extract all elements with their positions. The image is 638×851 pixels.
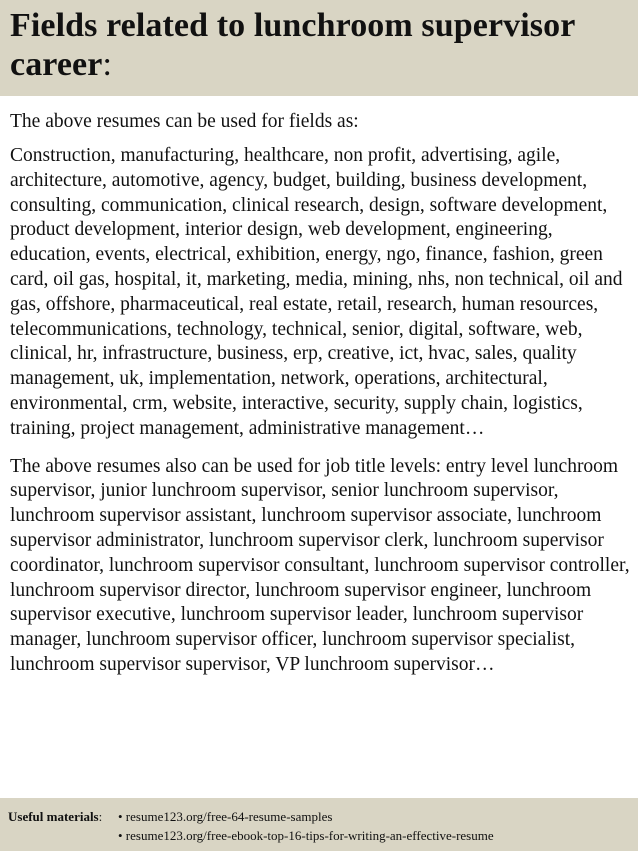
- job-titles-paragraph: The above resumes also can be used for job title levels: entry level lunchroom supervisor, junior lunchroom supervisor, senior lunchroom supervisor, lunchroom supervisor assistant, lunchroom supervisor associate, lunchroom supervisor administrator, lunchroom supervisor clerk, lunchroom supervisor coordinator, lunchroom supervisor consultant, lunchroom supervisor controller, lunchroom supervisor director, lunchroom supervisor engineer, lunchroom supervisor executive, lunchroom supervisor leader, lunchroom supervisor manager, lunchroom supervisor officer, lunchroom supervisor specialist, lunchroom supervisor supervisor, VP lunchroom supervisor…: [10, 455, 630, 675]
- intro-text: The above resumes can be used for fields as:: [10, 111, 359, 132]
- useful-materials-label-text: Useful materials: [8, 809, 99, 824]
- useful-materials-label: [8, 807, 118, 826]
- footer-band: [0, 798, 638, 851]
- useful-materials-label-colon: :: [98, 809, 103, 824]
- page-title-colon: :: [102, 46, 112, 83]
- footer-row-1: [8, 807, 638, 826]
- header-band: [0, 0, 638, 96]
- page-title-text: Fields related to lunchroom supervisor career: [10, 7, 575, 83]
- footer-label-spacer: [8, 826, 118, 845]
- footer-row-2: [8, 826, 638, 845]
- footer-link-resume-samples[interactable]: • resume123.org/free-64-resume-samples: [118, 809, 333, 824]
- main-content: [0, 110, 638, 678]
- page-title: [10, 6, 626, 84]
- footer-link-ebook-tips[interactable]: • resume123.org/free-ebook-top-16-tips-for-writing-an-effective-resume: [118, 828, 494, 843]
- fields-paragraph: Construction, manufacturing, healthcare, non profit, advertising, agile, architecture, automotive, agency, budget, building, business development, consulting, communication, clinical research, design, software development, product development, interior design, web development, engineering, education, events, electrical, exhibition, energy, ngo, finance, fashion, green card, oil gas, hospital, it, marketing, media, mining, nhs, non technical, oil and gas, offshore, pharmaceutical, real estate, retail, research, human resources, telecommunications, technology, technical, senior, digital, software, web, clinical, hr, infrastructure, business, erp, creative, ict, hvac, sales, quality management, uk, implementation, network, operations, architectural, environmental, crm, website, interactive, security, supply chain, logistics, training, project management, administrative management…: [10, 145, 623, 439]
